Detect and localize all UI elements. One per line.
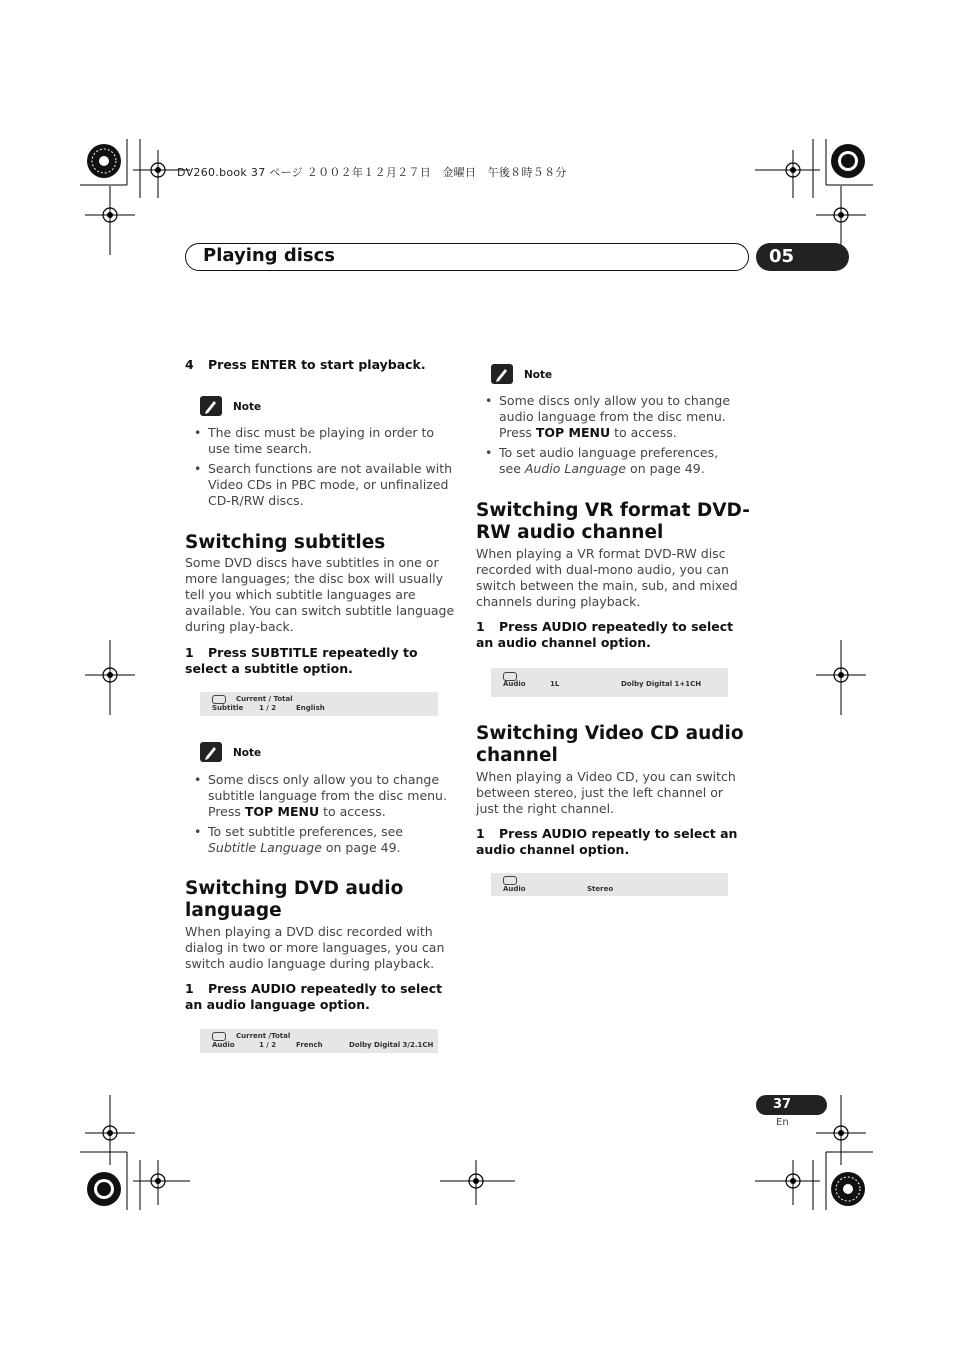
note-pencil-icon	[200, 742, 222, 762]
section-heading-vcd-audio: Switching Video CD audio channel	[476, 723, 744, 766]
audio-osd-display	[200, 1029, 438, 1053]
osd-header: Current /Total	[236, 1032, 291, 1040]
note-item: • Search functions are not available with Video CDs in PBC mode, or unfinalized CD-R/RW discs.	[185, 461, 455, 509]
vcd-audio-step-1: 1 Press AUDIO repeatly to select an audio channel option.	[476, 826, 738, 857]
audio-icon	[212, 1032, 226, 1041]
osd-label: Subtitle	[212, 704, 244, 712]
subtitle-icon	[212, 695, 226, 704]
osd-format: Dolby Digital 3/2.1CH	[349, 1041, 434, 1049]
subtitles-body: Some DVD discs have subtitles in one or more languages; the disc box will usually tell you which subtitle languages are available. You can switch subtitle language during play-back.	[185, 555, 455, 634]
note-item: • To set audio language preferences, see Audio Language on page 49.	[476, 445, 736, 477]
note-item: • Some discs only allow you to change audio language from the disc menu. Press TOP MENU to access.	[476, 393, 736, 441]
osd-value: English	[296, 704, 325, 712]
osd-label: Audio	[212, 1041, 235, 1049]
note-list	[476, 393, 736, 481]
vr-audio-step-1: 1 Press AUDIO repeatedly to select an audio channel option.	[476, 619, 734, 650]
osd-count: 1 / 2	[259, 1041, 277, 1049]
subtitles-step-1: 1 Press SUBTITLE repeatedly to select a subtitle option.	[185, 645, 418, 676]
note-pencil-icon	[491, 364, 513, 384]
section-heading-vr-audio: Switching VR format DVD-RW audio channel	[476, 500, 750, 543]
osd-count: 1 / 2	[259, 704, 277, 712]
vcd-audio-osd-display	[491, 873, 728, 896]
chapter-number: 05	[756, 243, 849, 271]
osd-label: Audio	[503, 885, 526, 893]
osd-channel: 1L	[550, 680, 560, 688]
note-list	[185, 425, 455, 513]
note-label: Note	[524, 369, 553, 381]
note-label: Note	[233, 401, 262, 413]
vr-audio-osd-display	[491, 668, 728, 697]
note-item: • The disc must be playing in order to use time search.	[185, 425, 455, 457]
subtitle-osd-display	[200, 692, 438, 716]
chapter-title: Playing discs	[203, 245, 335, 266]
print-header: DV260.book 37 ページ ２００２年１２月２７日 金曜日 午後８時５８分	[177, 166, 567, 179]
note-list	[185, 772, 455, 860]
osd-format: Dolby Digital 1+1CH	[621, 680, 702, 688]
page-number: 37	[756, 1095, 827, 1115]
section-heading-audio-language: Switching DVD audio language	[185, 878, 404, 921]
osd-value: French	[296, 1041, 323, 1049]
audio-icon	[503, 876, 517, 885]
page-language: En	[776, 1117, 789, 1128]
note-label: Note	[233, 747, 262, 759]
section-heading-subtitles: Switching subtitles	[185, 532, 386, 553]
note-item: • Some discs only allow you to change subtitle language from the disc menu. Press TOP MENU to access.	[185, 772, 455, 820]
audio-language-step-1: 1 Press AUDIO repeatedly to select an audio language option.	[185, 981, 443, 1012]
vcd-audio-body: When playing a Video CD, you can switch between stereo, just the left channel or just the right channel.	[476, 769, 736, 816]
osd-header: Current / Total	[236, 695, 293, 703]
note-item: • To set subtitle preferences, see Subtitle Language on page 49.	[185, 824, 455, 856]
note-pencil-icon	[200, 396, 222, 416]
osd-label: Audio	[503, 680, 526, 688]
audio-language-body: When playing a DVD disc recorded with dialog in two or more languages, you can switch audio language during playback.	[185, 924, 445, 971]
osd-value: Stereo	[587, 885, 614, 893]
vr-audio-body: When playing a VR format DVD-RW disc recorded with dual-mono audio, you can switch between the main, sub, and mixed channels during playback.	[476, 546, 738, 609]
step-4: 4 Press ENTER to start playback.	[185, 357, 426, 372]
